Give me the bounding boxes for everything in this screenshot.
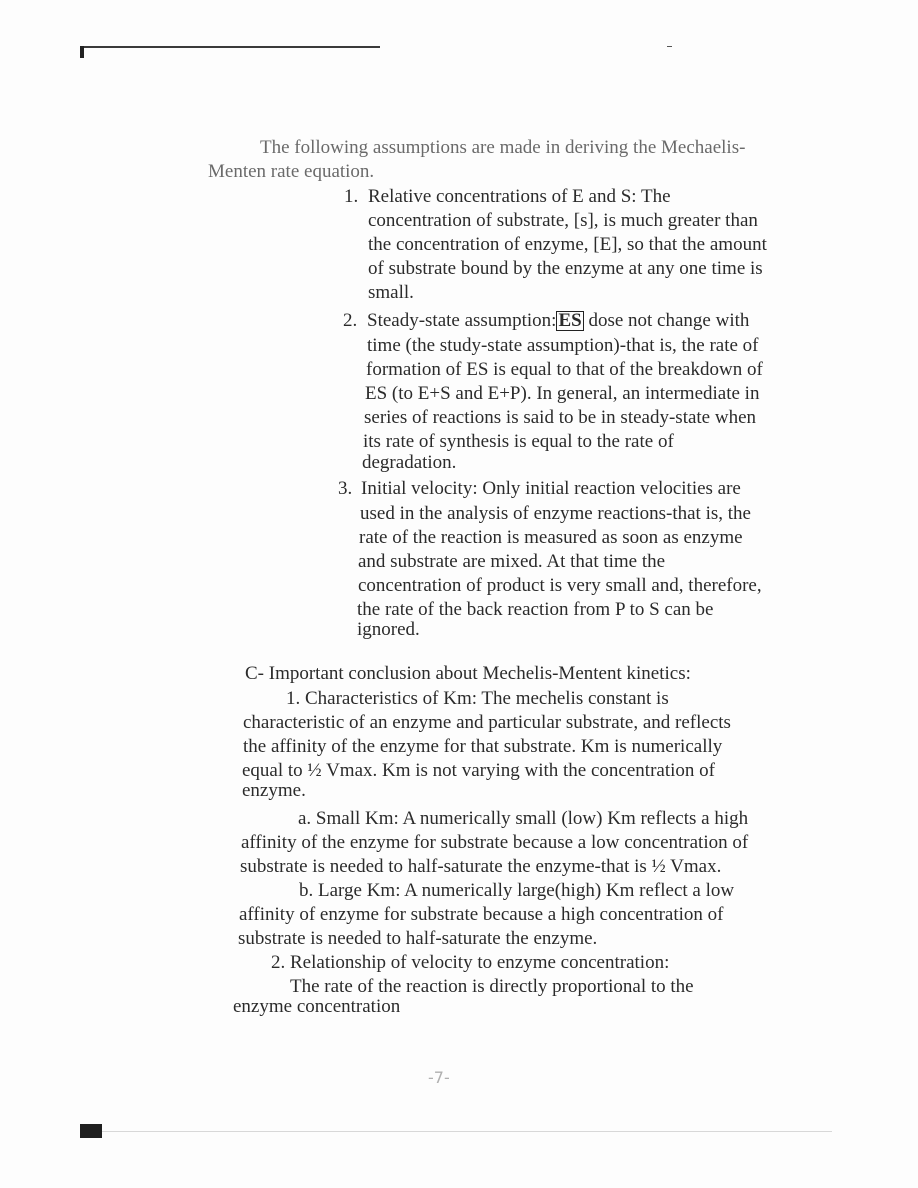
assumption-text: small. bbox=[368, 282, 414, 303]
conclusion-text: 2. Relationship of velocity to enzyme concentration: bbox=[271, 952, 670, 973]
assumption-text-part: Steady-state assumption: bbox=[367, 310, 557, 331]
assumption-text: time (the study-state assumption)-that is, the rate of bbox=[367, 335, 759, 356]
conclusion-text: enzyme concentration bbox=[233, 996, 401, 1017]
intro-line: The following assumptions are made in deriving the Mechaelis- bbox=[260, 137, 746, 158]
assumption-text: rate of the reaction is measured as soon as enzyme bbox=[359, 527, 743, 548]
intro-line: Menten rate equation. bbox=[208, 161, 375, 182]
scan-corner-mark bbox=[80, 46, 84, 58]
scan-binding-mark bbox=[80, 1124, 102, 1138]
conclusion-text: affinity of enzyme for substrate because a high concentration of bbox=[239, 904, 724, 925]
assumption-text: its rate of synthesis is equal to the rate of bbox=[363, 431, 674, 452]
assumption-text: concentration of product is very small and, therefore, bbox=[358, 575, 762, 596]
assumption-text: Relative concentrations of E and S: The bbox=[368, 186, 671, 207]
assumption-text: ES (to E+S and E+P). In general, an intermediate in bbox=[365, 383, 760, 404]
assumption-text: used in the analysis of enzyme reactions-that is, the bbox=[360, 503, 751, 524]
conclusion-text: The rate of the reaction is directly proportional to the bbox=[290, 976, 694, 997]
page-number: -7- bbox=[428, 1068, 450, 1087]
assumption-text: Initial velocity: Only initial reaction velocities are bbox=[361, 478, 741, 499]
assumption-text-part: dose not change with bbox=[583, 310, 750, 331]
scan-tick-mark bbox=[667, 46, 672, 47]
assumption-text: degradation. bbox=[362, 452, 457, 473]
assumption-text: and substrate are mixed. At that time the bbox=[358, 551, 666, 572]
assumption-text bbox=[367, 310, 749, 332]
conclusion-text: substrate is needed to half-saturate the enzyme. bbox=[238, 928, 598, 949]
assumption-text: of substrate bound by the enzyme at any one time is bbox=[368, 258, 763, 279]
conclusion-text: the affinity of the enzyme for that substrate. Km is numerically bbox=[243, 736, 723, 757]
conclusion-text: affinity of the enzyme for substrate because a low concentration of bbox=[241, 832, 749, 853]
assumption-text: the rate of the back reaction from P to S can be bbox=[357, 599, 714, 620]
assumption-text: formation of ES is equal to that of the breakdown of bbox=[366, 359, 763, 380]
assumption-text: ignored. bbox=[357, 619, 420, 640]
list-number: 1. bbox=[344, 186, 359, 207]
assumption-text: the concentration of enzyme, [E], so that the amount bbox=[368, 234, 767, 255]
conclusion-text: equal to ½ Vmax. Km is not varying with the concentration of bbox=[242, 760, 715, 781]
conclusion-text: a. Small Km: A numerically small (low) Km reflects a high bbox=[298, 808, 749, 829]
conclusion-text: characteristic of an enzyme and particular substrate, and reflects bbox=[243, 712, 731, 733]
section-heading: C- Important conclusion about Mechelis-Mentent kinetics: bbox=[245, 663, 691, 684]
list-number: 2. bbox=[343, 310, 358, 331]
conclusion-text: 1. Characteristics of Km: The mechelis constant is bbox=[286, 688, 669, 709]
scan-border-bottom bbox=[102, 1131, 832, 1132]
conclusion-text: b. Large Km: A numerically large(high) Km reflect a low bbox=[299, 880, 735, 901]
es-boxed-term: ES bbox=[558, 310, 582, 331]
conclusion-text: substrate is needed to half-saturate the enzyme-that is ½ Vmax. bbox=[240, 856, 722, 877]
assumption-text: series of reactions is said to be in steady-state when bbox=[364, 407, 757, 428]
scan-border-top bbox=[80, 46, 380, 48]
conclusion-text: enzyme. bbox=[242, 780, 306, 801]
assumption-text: concentration of substrate, [s], is much greater than bbox=[368, 210, 758, 231]
list-number: 3. bbox=[338, 478, 353, 499]
